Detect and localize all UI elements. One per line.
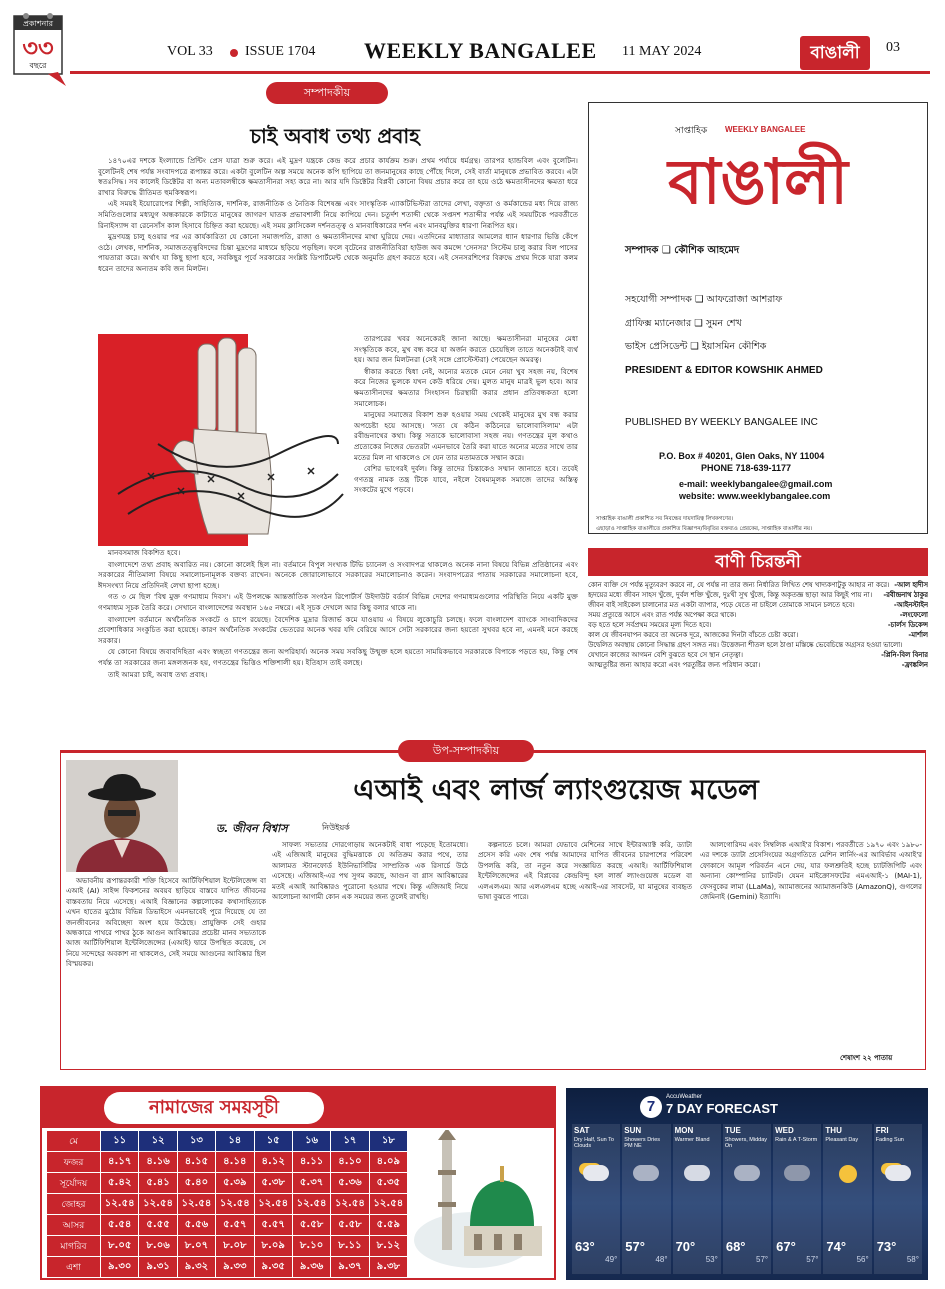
prayer-time-cell: ৯.৩১	[139, 1257, 177, 1278]
sub-editorial-col-3	[478, 840, 692, 1064]
prayer-time-cell: ১২.৫৪	[177, 1194, 215, 1215]
president-line: PRESIDENT & EDITOR KOWSHIK AHMED	[625, 365, 823, 376]
forecast-day	[874, 1124, 922, 1274]
forecast-high: 73°	[876, 1239, 897, 1254]
website-link[interactable]: website: www.weeklybangalee.com	[679, 491, 831, 501]
editorial-side-paragraph: মানুষের সমাজের বিকাশ শুরু হওয়ার সময় থেকেই মানুষের মুখ বন্ধ করার অপচেষ্টা হয়ে আসছে। 'সত্য যে কঠিন কঠিনেরে ভালোবাসিলাম' এটা রবীন্দ্রনাথের কথা। কিন্তু সত্যকে ভালোবাসা সহজ নয়। গণতন্ত্রের মূল কথাও প্রত্যেকের নিজের ভেতরটা এমনভাবে তৈরি করা যাতে অন্যের মতের সাথে তার মতের মিল না থাকলেও সে যেন তার মতামতকে সম্মান করে।	[354, 410, 578, 462]
forecast-day-desc: Showers Dries PM NE	[624, 1137, 661, 1149]
prayer-time-cell: ৫.৪২	[101, 1173, 139, 1194]
forecast-high: 70°	[675, 1239, 696, 1254]
prayer-row	[47, 1152, 408, 1173]
quotes-heading: বাণী চিরন্তনী	[588, 548, 928, 576]
forecast-day	[673, 1124, 721, 1274]
quote-author: -ফ্রাঙ্কলিন	[901, 661, 928, 669]
editorial-side-paragraph: তারপরের খবর অনেকেরই জানা আছে। ক্ষমতাসীনরা মানুষের মেধা সংস্কৃতিকে কবে, মুখ বন্ধ করে যা অর্জন করতে চেয়েছিল তাতে অনেকটাই ব্যর্থ হয়। আর জন মিলটনরা (সেই সঙ্গে প্রোস্টেস্টরা) পেয়েছেন অমরত্ব।	[354, 334, 578, 365]
editorial-bottom-paragraph: বাংলাদেশ বর্তমানে অর্থনৈতিক সংকটে ও চাপে রয়েছে। বৈদেশিক মুদ্রার রিজার্ভ কমে যাওয়ায় এ বিষয়ে লুকোচুরি চলছে। ফলে বাংলাদেশ ব্যাংকে সাংবাদিকদের প্রবেশাধিকার সংকুচিত করা হয়েছে। কারণ অর্থনৈতিক সংকটের ভেতরের অনেক খবর যদি বেরিয়ে আসে সেটা সরকারের জন্য হয়তো সুখবর হবে না, এমনই মনে করছে সরকার।	[98, 614, 578, 645]
masthead-logo	[625, 119, 891, 229]
quotes-list	[588, 580, 928, 738]
forecast-day	[773, 1124, 821, 1274]
prayer-time-cell: ৫.৫৬	[177, 1215, 215, 1236]
forecast-low: 53°	[705, 1255, 718, 1264]
prayer-time-cell: ৫.৩৮	[254, 1173, 292, 1194]
quote-item	[588, 590, 928, 600]
rain-cloud-icon	[633, 1165, 659, 1181]
prayer-time-cell: ৮.১২	[369, 1236, 407, 1257]
prayer-time-cell: ৯.৩৫	[254, 1257, 292, 1278]
issue-label: ISSUE 1704	[245, 44, 316, 59]
prayer-time-cell: ৪.১৬	[139, 1152, 177, 1173]
partly-cloudy-icon	[885, 1165, 911, 1181]
prayer-time-cell: ৯.৩৩	[216, 1257, 254, 1278]
bullet-dot	[230, 49, 238, 57]
forecast-day-name: MON	[674, 1126, 694, 1135]
forecast-day	[823, 1124, 871, 1274]
forecast-day-desc: Dry Half, Sun To Clouds	[574, 1137, 614, 1149]
prayer-time-cell: ৪.১২	[254, 1152, 292, 1173]
forecast-low: 48°	[655, 1255, 668, 1264]
prayer-time-cell: ৫.৩৭	[292, 1173, 330, 1194]
day-header: ১১	[101, 1131, 139, 1152]
channel-logo: 7	[640, 1096, 662, 1118]
prayer-name: এশা	[47, 1257, 101, 1278]
quote-text: কাল যে জীবনযাপন করবে তা অনেক দূরে, আজকের দিনটা বাঁচতে চেষ্টা করো।	[588, 631, 799, 639]
forecast-day-desc: Showers, Midday On	[724, 1137, 768, 1149]
day-header: ১৭	[331, 1131, 369, 1152]
forecast-low: 58°	[906, 1255, 919, 1264]
email-link[interactable]: e-mail: weeklybangalee@gmail.com	[679, 479, 833, 489]
prayer-time-cell: ৫.৫৫	[139, 1215, 177, 1236]
partly-cloudy-icon	[583, 1165, 609, 1181]
day-header: ১৬	[292, 1131, 330, 1152]
quote-text: আত্মতুষ্টির জন্য আহার করো এবং পরতুষ্টির জন্য পরিধান করো।	[588, 661, 761, 669]
forecast-high: 63°	[575, 1239, 595, 1254]
quote-text: যেখানে কাজের আগমন বেশি বুঝতে হবে সে স্থান নেতৃত্বা।	[588, 651, 743, 659]
prayer-row	[47, 1236, 408, 1257]
issue-date: 11 MAY 2024	[622, 44, 702, 59]
sub-editorial-paragraph: সাফল্য সভ্যতার দোরগোড়ায় অনেকটাই বাধা পড়েছে ইতোমধ্যে। এই এজিআই মানুষের বুদ্ধিমত্তাকে যে অতিক্রম করার পথে, তার আলামত স্ট্যানফোর্ড ইউনিভার্সিটির সাম্প্রতিক এক রিসার্চে উঠে এসেছে। এজিআই-এর পথ সুগম করছে, আগুন বা গ্লাস আবিষ্কারের মতই এআই আবিষ্কারও পুরোনো হওয়ার পথে। কিন্তু এজিআই নিয়ে আলোচনা আগামী কোন এক সময়ের জন্য তুলেই রাখছি।	[272, 841, 468, 902]
prayer-time-cell: ১২.৫৪	[331, 1194, 369, 1215]
forecast-day-desc: Warmer Bland	[674, 1137, 710, 1143]
forecast-day-desc: Fading Sun	[875, 1137, 904, 1143]
sub-editorial-col-4	[700, 840, 922, 1050]
forecast-low: 49°	[605, 1255, 618, 1264]
prayer-time-cell: ৮.১০	[292, 1236, 330, 1257]
prayer-time-cell: ৮.০৬	[139, 1236, 177, 1257]
prayer-time-cell: ৫.৪০	[177, 1173, 215, 1194]
graphics-manager-line: গ্রাফিক্স ম্যানেজার ❑ সুমন শেখ	[625, 318, 742, 329]
forecast-high: 67°	[776, 1239, 796, 1254]
editorial-image	[98, 334, 348, 546]
masthead-box	[588, 102, 928, 534]
prayer-times-panel	[40, 1086, 556, 1280]
sub-editorial-headline: এআই এবং লার্জ ল্যাংগুয়েজ মডেল	[353, 773, 759, 806]
forecast-day-name: TUE	[724, 1126, 741, 1135]
quote-text: কোন ব্যক্তি সে পর্যন্ত মৃত্যুবরণ করবে না, যে পর্যন্ত না তার জন্য নির্ধারিত লিখিত শেষ খাদ্যকণাটুকু আহার না করে।	[588, 581, 890, 589]
prayer-time-cell: ৯.৩৬	[292, 1257, 330, 1278]
quote-item	[588, 580, 928, 590]
forecast-high: 74°	[826, 1239, 847, 1254]
editorial-paragraph: মুদ্রণযন্ত্র চালু হওয়ার পর এর কার্যকারিতা যে কোনো সমাজপতি, রাজা ও ক্ষমতাসীনদের মাথা ঘুরিয়ে দেয়। এতদিনের মাধ্যাতার আমলের ধ্যান ধারণার ভিত্তি কেঁপে ওঠে। লেখক, দার্শনিক, সমাজতত্ত্ববিদদের চিন্তা মুদ্রণের মাধ্যমে ছড়িয়ে পড়ছিল। ফলে বৃটেনের রাজনীতিবিরা হাউজ অব কমন্সে 'সেনসর' সিস্টেম চালু করার বিল পাসের পায়তারা করে। অর্থাৎ যা কিছু ছাপা হবে, সবকিছুর পূর্বে সরকারের সংশ্লিষ্ট ডিপার্টমেন্ট থেকে অনুমতি গ্রহণ করতে হবে। এই সেনসরশিপের বিরুদ্ধে প্রথম দিকে যারা কলম ধরেন তাদের অন্যতম কবি জন মিলটন।	[98, 232, 578, 273]
forecast-day	[572, 1124, 620, 1274]
prayer-time-cell: ৮.১১	[331, 1236, 369, 1257]
quote-author: -প্লিনি	[881, 651, 897, 659]
forecast-days	[572, 1124, 922, 1274]
sub-editorial-section-label: উপ-সম্পাদকীয়	[398, 740, 534, 762]
author-photo	[66, 760, 178, 872]
prayer-name: মাগরিব	[47, 1236, 101, 1257]
masthead-logo-main: বাঙালী	[668, 145, 848, 218]
forecast-high: 68°	[725, 1239, 746, 1254]
editor-line: সম্পাদক ❑ কৌশিক আহমেদ	[625, 245, 740, 256]
disclaimer-1: সাপ্তাহিক বাঙালী প্রকাশিত সব নিবন্ধের দায়দায়িত্ব লিখকগণের।	[596, 516, 734, 522]
prayer-time-cell: ৫.৫৮	[331, 1215, 369, 1236]
quote-item	[588, 630, 928, 640]
header-rule	[70, 71, 930, 74]
prayer-time-cell: ৯.৩৮	[369, 1257, 407, 1278]
prayer-time-cell: ৪.১৫	[177, 1152, 215, 1173]
quote-author: -আল হাদীস	[894, 581, 928, 589]
prayer-time-cell: ১২.৫৪	[101, 1194, 139, 1215]
prayer-time-cell: ৫.৫৭	[216, 1215, 254, 1236]
volume-label: VOL 33	[167, 44, 213, 59]
brand-logo: বাঙালী	[800, 36, 870, 70]
prayer-time-cell: ১২.৫৪	[292, 1194, 330, 1215]
vice-president-line: ভাইস প্রেসিডেন্ট ❑ ইয়াসমিন কৌশিক	[625, 341, 767, 352]
prayer-time-cell: ৮.০৯	[254, 1236, 292, 1257]
forecast-day-name: FRI	[875, 1126, 889, 1135]
day-header: ১৮	[369, 1131, 407, 1152]
forecast-low: 57°	[806, 1255, 819, 1264]
quote-text: উদ্বেলিত অবস্থায় কোনো সিদ্ধান্ত গ্রহণ সঙ্গত নয়। উত্তেজনা শীতল হলে ঠাণ্ডা মস্তিষ্কে ভেবেচিন্তে অগ্রসর হওয়া ভালো।	[588, 641, 903, 649]
editorial-bottom-paragraph: গত ৩ মে ছিল 'বিশ্ব মুক্ত গণমাধ্যম দিবস'। এই উপলক্ষে আন্তর্জাতিক সংগঠন রিপোর্টার্স উইদাউট বর্ডার্স বিভিন্ন দেশের গণমাধ্যমগুলোর পরিস্থিতি নিয়ে একটি মুক্ত গণমাধ্যম সূচক তৈরি করে। সেখানে বাংলাদেশের অবস্থান ১৬৫ নম্বরে। এই সূচক দেখলে আর কিছু বলার থাকে না।	[98, 592, 578, 612]
cloudy-icon	[684, 1165, 710, 1181]
prayer-time-cell: ৪.০৯	[369, 1152, 407, 1173]
associate-editor-line: সহযোগী সম্পাদক ❑ আফরোজা আশরাফ	[625, 294, 783, 305]
prayer-time-cell: ৪.১৭	[101, 1152, 139, 1173]
editorial-body-top	[98, 156, 578, 332]
prayer-time-cell: ৯.৩২	[177, 1257, 215, 1278]
masthead-title: WEEKLY BANGALEE	[364, 38, 597, 63]
anniversary-top-label: প্রকাশনার	[22, 19, 54, 28]
forecast-day-name: THU	[825, 1126, 842, 1135]
quote-item	[588, 660, 928, 670]
prayer-time-cell: ৮.০৮	[216, 1236, 254, 1257]
byline-place: নিউইয়র্ক	[322, 823, 350, 832]
editorial-bottom-paragraph: বাংলাদেশে তথ্য প্রবাহ অবারিত নয়। কোনো কালেই ছিল না। বর্তমানে বিপুল সংখ্যক টিভি চ্যানেল ও সংবাদপত্র থাকলেও অনেক নানা বিষয়ে বিভিন্ন প্রতিষ্ঠানের এবং সরকারের নীতিমালা বিষয়ে সমালোচনামূলক বক্তব্য রাখেন। অনেকে জোরালোভাবে সরকারের সমালোচনাও করেন। সংবাদপত্রের পাতায় সরকারের সমালোচনা হবে, ঈদসংখ্যা নিয়ে প্রতিদিনই লেখা ছাপা হচ্ছে।	[98, 559, 578, 590]
forecast-day-desc: Rain & A T-Storm	[775, 1137, 818, 1143]
forecast-day-desc: Pleasant Day	[825, 1137, 859, 1143]
rain-cloud-icon	[734, 1165, 760, 1181]
prayer-time-cell: ৯.৩৭	[331, 1257, 369, 1278]
quote-author: -মার্শাল	[908, 631, 928, 639]
masthead-logo-small: সাপ্তাহিক	[675, 126, 708, 136]
prayer-times-title: নামাজের সময়সূচী	[104, 1092, 324, 1124]
day-header: ১৫	[254, 1131, 292, 1152]
editorial-headline: চাই অবাধ তথ্য প্রবাহ	[250, 124, 420, 148]
prayer-row	[47, 1215, 408, 1236]
continued-note: শেষাংশ ২২ পাতায়	[840, 1054, 893, 1062]
quote-text: জীবন বাই সাইকেল চালানোর মত একটা ব্যাপার, পড়ে যেতে না চাইলে তোমাকে সামনে চলতে হবে।	[588, 601, 855, 609]
prayer-time-cell: ৫.৩৬	[331, 1173, 369, 1194]
prayer-time-cell: ১২.৫৪	[139, 1194, 177, 1215]
prayer-name: আসর	[47, 1215, 101, 1236]
anniversary-bottom-label: বছরে	[29, 61, 47, 70]
sun-icon	[839, 1165, 857, 1183]
forecast-day	[723, 1124, 771, 1274]
forecast-low: 57°	[756, 1255, 769, 1264]
page-number: 03	[886, 40, 900, 55]
prayer-time-cell: ৪.১০	[331, 1152, 369, 1173]
forecast-day-name: SUN	[624, 1126, 642, 1135]
sub-editorial-paragraph: আলগোরিদম এবং সিম্বলিক এআই'র বিকাশ। পরবর্তীতে ১৯৭০ এবং ১৯৮০-এর দশকে ড্যাটা প্রসেসিংয়ের অগ্রগতিতে মেশিন লার্নিং-এর আবির্ভাব এআই'র ফোকাসে আমূল পরিবর্তন এনে দেয়, যার ফলশ্রুতিই হচ্ছে চ্যাটজিপিটি এবং অন্যান্য কোম্পানির চ্যাটবট। যেমন মাইক্রোসফটের এমএআই-১ (MAI-1), ফেসবুকের লামা (LLaMa), অ্যামাজনের অ্যামাজনকিউ (AmazonQ), গুগলের জেমিনাই (Gemini) ইত্যাদি।	[700, 841, 922, 902]
editorial-section-label: সম্পাদকীয়	[266, 82, 388, 104]
forecast-day-name: SAT	[574, 1126, 590, 1135]
sub-editorial-col-2	[272, 840, 468, 1064]
prayer-times-header-row	[47, 1131, 408, 1152]
storm-cloud-icon	[784, 1165, 810, 1181]
forecast-panel	[566, 1088, 928, 1280]
prayer-time-cell: ৫.৫৭	[254, 1215, 292, 1236]
editorial-bottom-paragraph: যে কোনো বিষয়ে জবাবদিহিতা এবং স্বচ্ছতা গণতন্ত্রের জন্য অপরিহার্য। অনেক সময় সবকিছু উন্মুক্ত হলে হয়তো সাময়িকভাবে সরকারকে বিপাকে পড়তে হয়, কিন্তু শেষ পর্যন্ত তা সরকারের জন্য মঙ্গলজনক হয়, গণতন্ত্রের ভিত্তিও শক্তিশালী হয়। ইতিহাস তাই বলছে।	[98, 647, 578, 667]
quote-text: বড় হতে হলে সর্বপ্রথম সময়ের মূল্য দিতে হবে।	[588, 621, 712, 629]
quote-item	[588, 650, 928, 660]
prayer-time-cell: ৫.৩৫	[369, 1173, 407, 1194]
quote-author: -লংফেলো	[899, 611, 928, 619]
anniversary-badge	[8, 6, 70, 88]
forecast-high: 57°	[625, 1239, 645, 1254]
prayer-time-cell: ৮.০৫	[101, 1236, 139, 1257]
prayer-time-cell: ৯.৩০	[101, 1257, 139, 1278]
quote-item	[588, 620, 928, 630]
accuweather-label: AccuWeather	[666, 1094, 702, 1100]
prayer-time-cell: ৫.৫৯	[369, 1215, 407, 1236]
mosque-icon	[414, 1130, 552, 1276]
editorial-body-bottom	[98, 548, 578, 720]
editorial-bottom-paragraph: তাই আমরা চাই, অবাধ তথ্য প্রবাহ।	[108, 669, 208, 679]
editorial-paragraph: ১৪৭০এর দশকে ইংল্যান্ডে প্রিন্টিং প্রেস যাত্রা শুরু করে। এই মুদ্রণ যন্ত্রকে কেন্দ্র করে প্রচার কার্যক্রম শুরু। প্রথম পর্যায়ে ধর্মগ্রন্থ। তারপর হ্যান্ডবিল এবং বুলেটিন। বুলেটিনই শেষ পর্যন্ত সংবাদপত্রে রূপান্তর করে। একটা বুলেটিন অল্প সময়ে অনেক কপি ছাপিয়ে তা জনমানুষের কাছে পৌঁছে দিলে, সেই বার্তা মানুষকে প্রভাবিত করবে। এটা স্বতঃসিদ্ধ। সব কালেই ডিক্টেটর বা অন্য মতাবলম্বীকে ক্ষমতাসীনরা সহ্য করে না। আর যদি ডিক্টেটর বিপ্লবী কোনো বিষয় প্রচার করে তা হয়ে ওঠে ক্ষমতাসীনদের ক্ষমতা ধরে রাখার বিরুদ্ধে রীতিমত হুমকিস্বরূপ।	[98, 156, 578, 197]
editorial-paragraph: এই সময়ই ইয়োরোপের শিল্পী, সাহিত্যিক, দার্শনিক, রাজনীতিক ও নৈতিক বিশেষজ্ঞ এবং সাংস্কৃতিক এ্যাকটিভিস্টরা তাদের লেখা, বক্তৃতা ও কর্মকান্ডের মধ্য দিয়ে রাজ্য সমিতিগুলোর মধ্যযুগ অন্ধকারকে কাটাতে মানুষের জাগরণ ঘাতক প্রভাবশালী নিয়ে কাপিয়ে দেন। চতুর্দশ শতাব্দী থেকে সপ্তদশ শতাব্দীর পর্যন্ত এই সময়টিকে পরবর্তীতে রিনাইস্যান্স বা রেনেসাঁস কাল হিসাবে চিহ্নিত করা হয়েছে। এই সময় ক্লাসিকেল দর্শনতত্ত্ব ও মানবাধিকারের দর্শন এবং মানবমুক্তির ধারণা নিরূপিত হয়।	[98, 199, 578, 230]
quote-text: হৃদয়ের মধ্যে জীবন সাহস খুঁজে, দুর্বল শক্তি খুঁজে, দুঃখী সুখ খুঁজে, কিন্তু অকৃতজ্ঞ ছাড়া আর কিছুই পায় না।	[588, 591, 872, 599]
prayer-row	[47, 1194, 408, 1215]
prayer-time-cell: ১২.৫৪	[369, 1194, 407, 1215]
prayer-time-cell: ১২.৫৪	[254, 1194, 292, 1215]
prayer-time-cell: ৫.৪১	[139, 1173, 177, 1194]
prayer-time-cell: ৫.৫৪	[101, 1215, 139, 1236]
phone-line: PHONE 718-639-1177	[701, 463, 792, 473]
prayer-time-cell: ৮.০৭	[177, 1236, 215, 1257]
disclaimer-2: এছাড়াও সাপ্তাহিক বাঙালীতে প্রকাশিত বিজ্ঞাপন/বিবৃতির বক্তব্যও প্রেরকের, সাপ্তাহিক বাঙালীর নয়।	[596, 526, 813, 532]
mosque-illustration	[414, 1130, 552, 1276]
editorial-bottom-paragraph: মানবসমাজ বিকশিত হবে।	[108, 548, 181, 557]
sub-editorial-paragraph: কল্পনাতে চলে। আমরা যেভাবে মেশিনের সাথে ইন্টারঅ্যাক্ট করি, ড্যাটা প্রসেস করি এবং শেষ পর্যন্ত আমাদের যাপিত জীবনের চারপাশের পরিবেশ উপলব্ধি করি, তা নতুন করে সংজ্ঞায়িত করছে এআই। আর্টিফিশিয়াল ইন্টেলিজেন্সের এই বিপ্লবের কেন্দ্রবিন্দু হল লার্জ ল্যাংগুয়েজ মডেল বা এলএলএম। আর এলএলএম হচ্ছে এআই-এর সাবসেট, যা মানুষের ব্যবহৃত ভাষা বুঝতে পারে।	[478, 841, 692, 902]
po-box-line: P.O. Box # 40201, Glen Oaks, NY 11004	[659, 451, 825, 461]
quote-item	[588, 600, 928, 610]
prayer-times-title-bar	[42, 1088, 554, 1128]
prayer-name: সূর্যোদয়	[47, 1173, 101, 1194]
forecast-day-name: WED	[775, 1126, 794, 1135]
prayer-row	[47, 1173, 408, 1194]
quote-item	[588, 610, 928, 620]
day-header: ১২	[139, 1131, 177, 1152]
day-header: ১৪	[216, 1131, 254, 1152]
prayer-times-table	[46, 1130, 408, 1278]
anniversary-number: ৩৩	[22, 34, 54, 62]
forecast-title: 7 DAY FORECAST	[666, 1101, 778, 1116]
forecast-day	[622, 1124, 670, 1274]
prayer-row	[47, 1257, 408, 1278]
sub-editorial-paragraph: অভাবনীয় রূপান্তরকারী শক্তি হিসেবে আর্টিফিশিয়াল ইন্টেলিজেন্স বা এআই (AI) সাইন্স ফিকশনের অবয়ব ছাড়িয়ে বাস্তবে যাপিত জীবনের বাস্তবতায় নিয়ে এসেছে। এআই বিজ্ঞানের কল্পলোকের কথাসাহিত্যকে এখন হাতের মুঠোয় বিভিন্ন ডিভাইসে এমনভাবেই পুরে দিয়েছে যে তা জনজীবনের অবিচ্ছেদ্য অংশ হয়ে উঠেছে। প্রাযুক্তিক সেই গুহার অন্ধকারে পাথরে পাথর ঠুকে আগুন আবিষ্কারের প্রচেষ্টা মানব সভ্যতাকে আজ আর্টিফিশিয়াল ইন্টেলিজেন্সের (এআই) দ্বারে উপস্থিত করেছে, সে নিয়ে সন্দেহের অবকাশ না থাকলেও, সেই সময়ে আগুনের আবিষ্কার ছিল বিস্ময়কর।	[66, 877, 266, 969]
prayer-time-cell: ৪.১৪	[216, 1152, 254, 1173]
sub-editorial-col-1	[66, 876, 266, 1064]
prayer-time-cell: ১২.৫৪	[216, 1194, 254, 1215]
quote-author: -চার্লস ডিকেন্স	[887, 621, 928, 629]
editorial-side-paragraph: বেশির ভাগেরই দুর্বল। কিন্তু তাদের চিন্তাকেও সম্মান জানাতে হবে। তবেই গণতন্ত্র নামক তন্ত্র টিকে যাবে, নইলে বৈষম্যমূলক সমাজে তাদের অস্তিত্ব সংকটের মুখে পড়বে।	[354, 464, 578, 495]
prayer-time-cell: ৫.৫৮	[292, 1215, 330, 1236]
editorial-side-paragraph: স্বীকার করতে দ্বিধা নেই, অন্যের মতকে মেনে নেয়া খুব সহজ নয়, বিশেষ করে নিজের ভুলকে যখন কেউ ধরিয়ে দেয়। মুলত মানুষ মাত্রই ভুল হবে। আর ক্ষমতাসীনদের ক্ষমতার সিংহাসন চিরস্থায়ী করার প্রধান প্রতিবন্ধকতা হলো সমালোচক।	[354, 366, 578, 408]
masthead-logo-english: WEEKLY BANGALEE	[725, 125, 806, 134]
month-label: মে	[47, 1131, 101, 1152]
published-by-line: PUBLISHED BY WEEKLY BANGALEE INC	[625, 417, 818, 428]
editorial-body-side	[354, 334, 578, 546]
quote-text: সময় প্রত্যুত্তে আসে এবং রাত পর্যন্ত অপেক্ষা করে থাকে।	[588, 611, 737, 619]
prayer-name: জোহর	[47, 1194, 101, 1215]
prayer-time-cell: ৫.৩৯	[216, 1173, 254, 1194]
byline-name: ড. জীবন বিশ্বাস	[216, 822, 288, 835]
quote-author: -রবীন্দ্রনাথ ঠাকুর	[883, 591, 928, 599]
prayer-time-cell: ৪.১১	[292, 1152, 330, 1173]
prayer-name: ফজর	[47, 1152, 101, 1173]
quote-author: -আইনস্টাইন	[893, 601, 928, 609]
prayer-times-table-wrap	[46, 1130, 408, 1278]
forecast-low: 56°	[856, 1255, 869, 1264]
day-header: ১৩	[177, 1131, 215, 1152]
quote-author: -বিল বিনার	[896, 651, 928, 659]
